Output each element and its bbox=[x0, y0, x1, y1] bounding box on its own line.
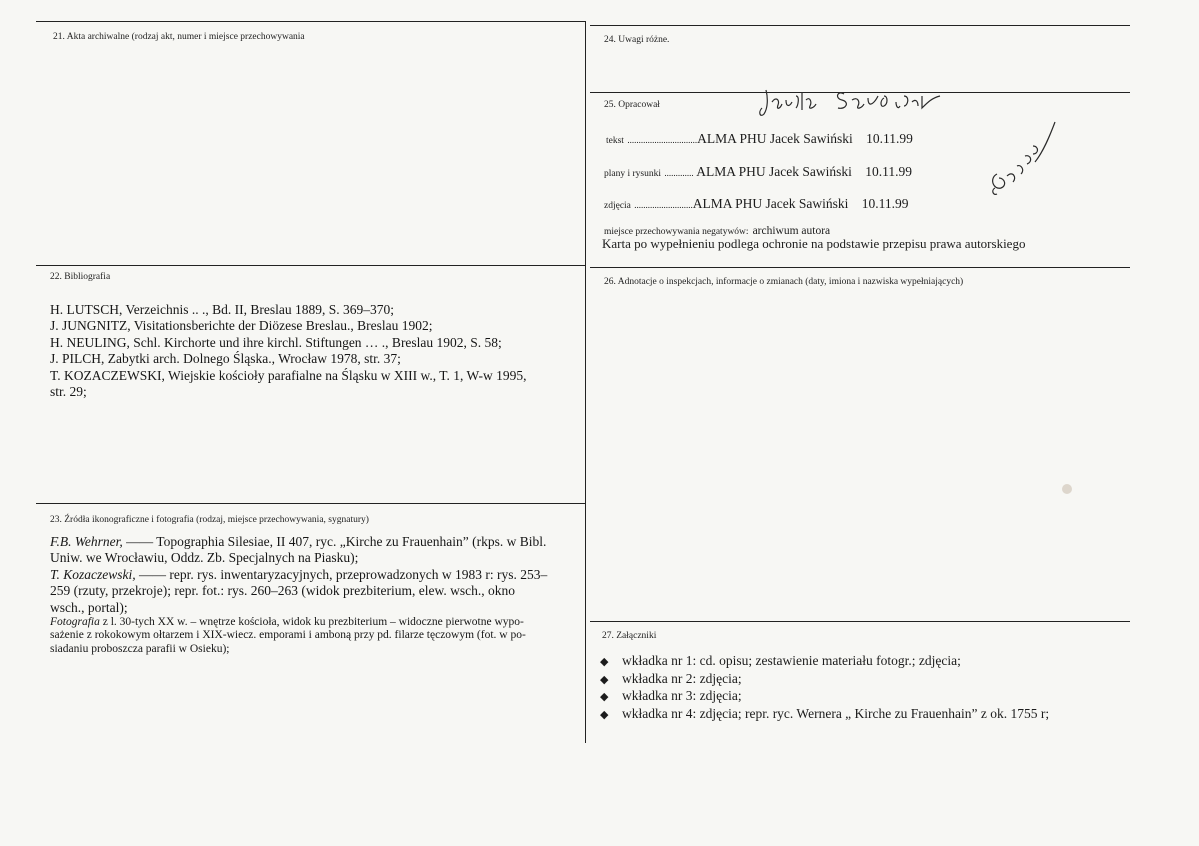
diamond-bullet-icon: ◆ bbox=[600, 708, 609, 721]
section-27-label: 27. Załączniki bbox=[602, 631, 657, 641]
attachment-item bbox=[600, 671, 1049, 689]
bibliography-list bbox=[50, 302, 527, 400]
attachments-list bbox=[600, 653, 1049, 723]
top-rule-left bbox=[36, 21, 585, 22]
top-rule-right bbox=[590, 25, 1130, 26]
paper-stain bbox=[1062, 484, 1072, 494]
bibliography-entry: H. NEULING, Schl. Kirchorte und ihre kirchl. Stiftungen … ., Breslau 1902, S. 58; bbox=[50, 334, 502, 350]
attachment-item bbox=[600, 688, 1049, 706]
iconography-entry-2-line-2: 259 (rzuty, przekroje); repr. fot.: rys. 260–263 (widok prezbiterium, elew. wsch., okno bbox=[50, 583, 515, 599]
iconography-list bbox=[50, 534, 547, 656]
rule-22-23 bbox=[36, 503, 585, 504]
diamond-bullet-icon: ◆ bbox=[600, 691, 609, 704]
author-row-date: 10.11.99 bbox=[861, 196, 909, 211]
attachment-item bbox=[600, 706, 1049, 724]
bibliography-entry: T. KOZACZEWSKI, Wiejskie kościoły parafialne na Śląsku w XIII w., T. 1, W-w 1995, bbox=[50, 367, 527, 383]
bibliography-entry: H. LUTSCH, Verzeichnis .. ., Bd. II, Breslau 1889, S. 369–370; bbox=[50, 302, 394, 317]
rule-25-26 bbox=[590, 267, 1130, 268]
section-25-label: 25. Opracował bbox=[604, 100, 660, 110]
author-row-key: tekst bbox=[606, 136, 624, 146]
author-row-zdjecia bbox=[604, 196, 909, 212]
center-divider bbox=[585, 21, 586, 743]
iconography-entry-2-line-3: wsch., portal); bbox=[50, 599, 128, 615]
author-row-date: 10.11.99 bbox=[866, 131, 913, 146]
section-22-label: 22. Bibliografia bbox=[50, 272, 111, 282]
diamond-bullet-icon: ◆ bbox=[600, 656, 609, 668]
author-row-key: zdjęcia bbox=[604, 201, 631, 211]
author-row-dots: .......................... bbox=[634, 200, 693, 210]
attachment-text: wkładka nr 3: zdjęcia; bbox=[622, 688, 742, 704]
iconography-author: F.B. Wehrner, bbox=[50, 534, 123, 549]
section-24-label: 24. Uwagi różne. bbox=[604, 35, 670, 45]
author-row-date: 10.11.99 bbox=[865, 164, 913, 179]
author-row-key: plany i rysunki bbox=[604, 169, 661, 179]
author-row-dots: ............. bbox=[664, 168, 694, 178]
bibliography-entry: J. JUNGNITZ, Visitationsberichte der Diözese Breslau., Breslau 1902; bbox=[50, 318, 433, 334]
bibliography-entry: J. PILCH, Zabytki arch. Dolnego Śląska., Wrocław 1978, str. 37; bbox=[50, 351, 401, 367]
author-row-dots: ............................... bbox=[627, 135, 698, 145]
rule-26-27 bbox=[590, 621, 1130, 622]
iconography-text: —— Topographia Silesiae, II 407, ryc. „Kirche zu Frauenhain” (rkps. w Bibl. bbox=[122, 534, 547, 549]
iconography-entry-1-line-1 bbox=[50, 534, 547, 550]
negatives-label: miejsce przechowywania negatywów: bbox=[604, 227, 749, 237]
iconography-entry-3-line-1 bbox=[50, 616, 547, 629]
attachment-item bbox=[600, 653, 1049, 671]
negatives-value: archiwum autora bbox=[752, 225, 831, 237]
diamond-bullet-icon: ◆ bbox=[600, 673, 609, 686]
iconography-author: T. Kozaczewski, bbox=[50, 566, 136, 582]
rule-21-22 bbox=[36, 265, 585, 266]
iconography-author: Fotografia bbox=[50, 616, 100, 629]
iconography-entry-3-line-2: sażenie z rokokowym ołtarzem i XIX-wiecz. emporami i amboną przy pd. filarze tęczowym (fot. w po- bbox=[50, 629, 526, 642]
author-row-value: ALMA PHU Jacek Sawiński bbox=[696, 164, 852, 179]
author-row-plany bbox=[604, 164, 912, 180]
attachment-text: wkładka nr 2: zdjęcia; bbox=[622, 670, 742, 686]
section-21-label: 21. Akta archiwalne (rodzaj akt, numer i miejsce przechowywania bbox=[53, 32, 305, 42]
iconography-entry-3-line-3: siadaniu proboszcza parafii w Osieku); bbox=[50, 642, 230, 655]
signature-handwritten bbox=[752, 84, 972, 124]
attachment-text: wkładka nr 4: zdjęcia; repr. ryc. Wernera „ Kirche zu Frauenhain” z ok. 1755 r; bbox=[622, 705, 1050, 721]
attachment-text: wkładka nr 1: cd. opisu; zestawienie materiału fotogr.; zdjęcia; bbox=[622, 653, 961, 668]
bibliography-entry: str. 29; bbox=[50, 384, 87, 400]
initials-handwritten bbox=[985, 118, 1065, 208]
copyright-note: Karta po wypełnieniu podlega ochronie na podstawie przepisu prawa autorskiego bbox=[602, 236, 1026, 251]
iconography-text: z l. 30-tych XX w. – wnętrze kościoła, widok ku prezbiterium – widoczne pierwotne wypo- bbox=[99, 616, 524, 629]
iconography-entry-2-line-1 bbox=[50, 567, 547, 583]
section-23-label: 23. Źródła ikonograficzne i fotografia (rodzaj, miejsce przechowywania, sygnatury) bbox=[50, 515, 369, 525]
author-row-value: ALMA PHU Jacek Sawiński bbox=[697, 131, 853, 146]
iconography-text: —— repr. rys. inwentaryzacyjnych, przeprowadzonych w 1983 r: rys. 253– bbox=[135, 566, 548, 582]
author-row-tekst bbox=[606, 131, 913, 147]
author-row-value: ALMA PHU Jacek Sawiński bbox=[692, 196, 849, 211]
section-26-label: 26. Adnotacje o inspekcjach, informacje o zmianach (daty, imiona i nazwiska wypełniających) bbox=[604, 277, 964, 287]
iconography-entry-1-line-2: Uniw. we Wrocławiu, Oddz. Zb. Specjalnych na Piasku); bbox=[50, 550, 359, 566]
